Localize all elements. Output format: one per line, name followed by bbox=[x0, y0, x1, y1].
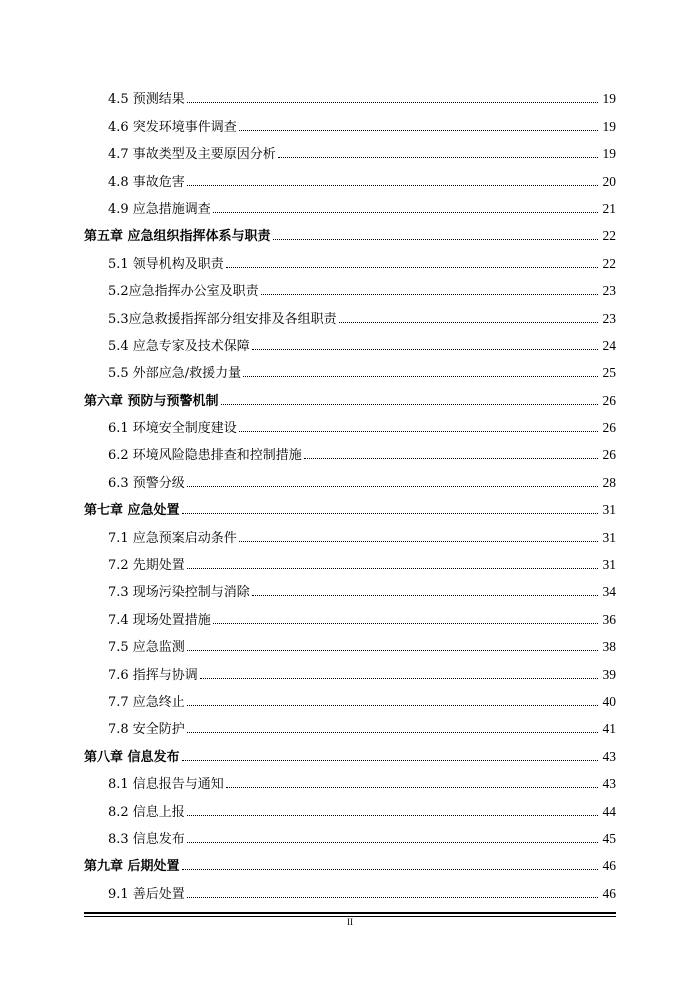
toc-section-entry[interactable] bbox=[84, 574, 616, 601]
toc-section-entry[interactable] bbox=[84, 821, 616, 848]
toc-entry-page: 19 bbox=[602, 118, 616, 134]
toc-entry-title: 9.1 善后处置 bbox=[108, 886, 185, 902]
toc-entry-page: 20 bbox=[602, 173, 616, 189]
toc-entry-page: 45 bbox=[602, 830, 616, 846]
toc-dot-leader bbox=[187, 649, 598, 651]
toc-dot-leader bbox=[278, 156, 598, 158]
toc-section-entry[interactable] bbox=[84, 711, 616, 738]
toc-dot-leader bbox=[187, 184, 598, 186]
toc-dot-leader bbox=[187, 704, 598, 706]
toc-entry-title: 第七章 应急处置 bbox=[84, 503, 180, 519]
toc-dot-leader bbox=[187, 814, 598, 816]
toc-entry-title: 第五章 应急组织指挥体系与职责 bbox=[84, 229, 271, 245]
toc-dot-leader bbox=[213, 622, 598, 624]
toc-entry-page: 39 bbox=[602, 666, 616, 682]
toc-entry-page: 22 bbox=[602, 228, 616, 244]
toc-dot-leader bbox=[243, 375, 598, 377]
toc-entry-title: 6.2 环境风险隐患排查和控制措施 bbox=[108, 448, 302, 464]
toc-entry-page: 25 bbox=[602, 365, 616, 381]
toc-entry-title: 7.5 应急监测 bbox=[108, 640, 185, 656]
toc-entry-page: 43 bbox=[602, 748, 616, 764]
toc-entry-page: 41 bbox=[602, 721, 616, 737]
toc-dot-leader bbox=[187, 485, 598, 487]
toc-section-entry[interactable] bbox=[84, 656, 616, 683]
toc-entry-page: 19 bbox=[602, 146, 616, 162]
toc-entry-title: 第八章 信息发布 bbox=[84, 749, 180, 765]
toc-chapter-entry[interactable] bbox=[84, 492, 616, 519]
toc-chapter-entry[interactable] bbox=[84, 848, 616, 875]
footer-rule-thick bbox=[84, 912, 616, 914]
toc-entry-page: 21 bbox=[602, 200, 616, 216]
toc-entry-page: 26 bbox=[602, 392, 616, 408]
toc-dot-leader bbox=[239, 540, 598, 542]
toc-section-entry[interactable] bbox=[84, 191, 616, 218]
toc-entry-title: 4.6 突发环境事件调查 bbox=[108, 119, 237, 135]
toc-section-entry[interactable] bbox=[84, 464, 616, 491]
toc-entry-title: 8.2 信息上报 bbox=[108, 804, 185, 820]
toc-entry-page: 26 bbox=[602, 420, 616, 436]
toc-entry-page: 19 bbox=[602, 91, 616, 107]
toc-entry-page: 44 bbox=[602, 803, 616, 819]
toc-entry-page: 24 bbox=[602, 337, 616, 353]
toc-entry-title: 5.5 外部应急/救援力量 bbox=[108, 366, 242, 382]
toc-entry-page: 40 bbox=[602, 693, 616, 709]
toc-dot-leader bbox=[187, 841, 598, 843]
toc-dot-leader bbox=[252, 348, 598, 350]
toc-dot-leader bbox=[239, 430, 598, 432]
toc-dot-leader bbox=[182, 512, 598, 514]
toc-entry-title: 6.1 环境安全制度建设 bbox=[108, 421, 237, 437]
toc-entry-page: 31 bbox=[602, 557, 616, 573]
toc-dot-leader bbox=[182, 868, 598, 870]
toc-dot-leader bbox=[182, 759, 598, 761]
toc-section-entry[interactable] bbox=[84, 163, 616, 190]
toc-entry-title: 4.5 预测结果 bbox=[108, 92, 185, 108]
toc-entry-page: 34 bbox=[602, 584, 616, 600]
toc-entry-page: 31 bbox=[602, 529, 616, 545]
toc-entry-title: 第六章 预防与预警机制 bbox=[84, 393, 219, 409]
toc-dot-leader bbox=[239, 129, 598, 131]
toc-entry-title: 8.3 信息发布 bbox=[108, 831, 185, 847]
toc-entry-title: 7.1 应急预案启动条件 bbox=[108, 530, 237, 546]
toc-entry-page: 46 bbox=[602, 885, 616, 901]
page-number: II bbox=[347, 917, 353, 927]
toc-chapter-entry[interactable] bbox=[84, 738, 616, 765]
toc-section-entry[interactable] bbox=[84, 766, 616, 793]
toc-section-entry[interactable] bbox=[84, 328, 616, 355]
toc-section-entry[interactable] bbox=[84, 355, 616, 382]
toc-entry-title: 4.9 应急措施调查 bbox=[108, 201, 211, 217]
toc-entry-page: 26 bbox=[602, 447, 616, 463]
toc-entry-page: 23 bbox=[602, 283, 616, 299]
toc-entry-title: 7.7 应急终止 bbox=[108, 694, 185, 710]
toc-dot-leader bbox=[221, 403, 598, 405]
toc-section-entry[interactable] bbox=[84, 410, 616, 437]
toc-entry-title: 6.3 预警分级 bbox=[108, 475, 185, 491]
toc-entry-page: 22 bbox=[602, 255, 616, 271]
toc-dot-leader bbox=[187, 896, 598, 898]
toc-dot-leader bbox=[213, 211, 598, 213]
toc-section-entry[interactable] bbox=[84, 136, 616, 163]
toc-dot-leader bbox=[273, 238, 598, 240]
toc-dot-leader bbox=[187, 567, 598, 569]
toc-dot-leader bbox=[187, 101, 598, 103]
toc-chapter-entry[interactable] bbox=[84, 218, 616, 245]
toc-section-entry[interactable] bbox=[84, 437, 616, 464]
toc-dot-leader bbox=[339, 321, 598, 323]
toc-entry-title: 7.2 先期处置 bbox=[108, 558, 185, 574]
toc-entry-title: 7.6 指挥与协调 bbox=[108, 667, 198, 683]
toc-entry-title: 5.3应急救援指挥部分组安排及各组职责 bbox=[108, 311, 337, 327]
toc-entry-title: 5.1 领导机构及职责 bbox=[108, 256, 224, 272]
toc-entry-page: 23 bbox=[602, 310, 616, 326]
toc-entry-page: 38 bbox=[602, 639, 616, 655]
toc-section-entry[interactable] bbox=[84, 684, 616, 711]
toc-entry-title: 7.4 现场处置措施 bbox=[108, 612, 211, 628]
toc-dot-leader bbox=[261, 293, 598, 295]
toc-entry-title: 4.7 事故类型及主要原因分析 bbox=[108, 147, 276, 163]
toc-section-entry[interactable] bbox=[84, 300, 616, 327]
toc-section-entry[interactable] bbox=[84, 519, 616, 546]
toc-entry-title: 5.2应急指挥办公室及职责 bbox=[108, 284, 259, 300]
toc-dot-leader bbox=[226, 786, 598, 788]
toc-entry-title: 4.8 事故危害 bbox=[108, 174, 185, 190]
toc-section-entry[interactable] bbox=[84, 875, 616, 902]
toc-section-entry[interactable] bbox=[84, 547, 616, 574]
toc-entry-page: 31 bbox=[602, 502, 616, 518]
toc-entry-page: 28 bbox=[602, 474, 616, 490]
toc-entry-page: 46 bbox=[602, 858, 616, 874]
table-of-contents bbox=[84, 81, 616, 903]
toc-entry-title: 7.8 安全防护 bbox=[108, 722, 185, 738]
toc-chapter-entry[interactable] bbox=[84, 382, 616, 409]
toc-dot-leader bbox=[226, 266, 598, 268]
toc-dot-leader bbox=[187, 731, 598, 733]
toc-section-entry[interactable] bbox=[84, 601, 616, 628]
toc-dot-leader bbox=[252, 594, 598, 596]
toc-section-entry[interactable] bbox=[84, 273, 616, 300]
toc-entry-title: 5.4 应急专家及技术保障 bbox=[108, 338, 250, 354]
toc-dot-leader bbox=[200, 677, 598, 679]
toc-section-entry[interactable] bbox=[84, 793, 616, 820]
toc-entry-title: 第九章 后期处置 bbox=[84, 859, 180, 875]
toc-section-entry[interactable] bbox=[84, 81, 616, 108]
toc-entry-page: 36 bbox=[602, 611, 616, 627]
toc-section-entry[interactable] bbox=[84, 629, 616, 656]
toc-entry-title: 8.1 信息报告与通知 bbox=[108, 777, 224, 793]
toc-section-entry[interactable] bbox=[84, 108, 616, 135]
toc-dot-leader bbox=[304, 457, 598, 459]
toc-section-entry[interactable] bbox=[84, 245, 616, 272]
toc-entry-page: 43 bbox=[602, 776, 616, 792]
toc-entry-title: 7.3 现场污染控制与消除 bbox=[108, 585, 250, 601]
